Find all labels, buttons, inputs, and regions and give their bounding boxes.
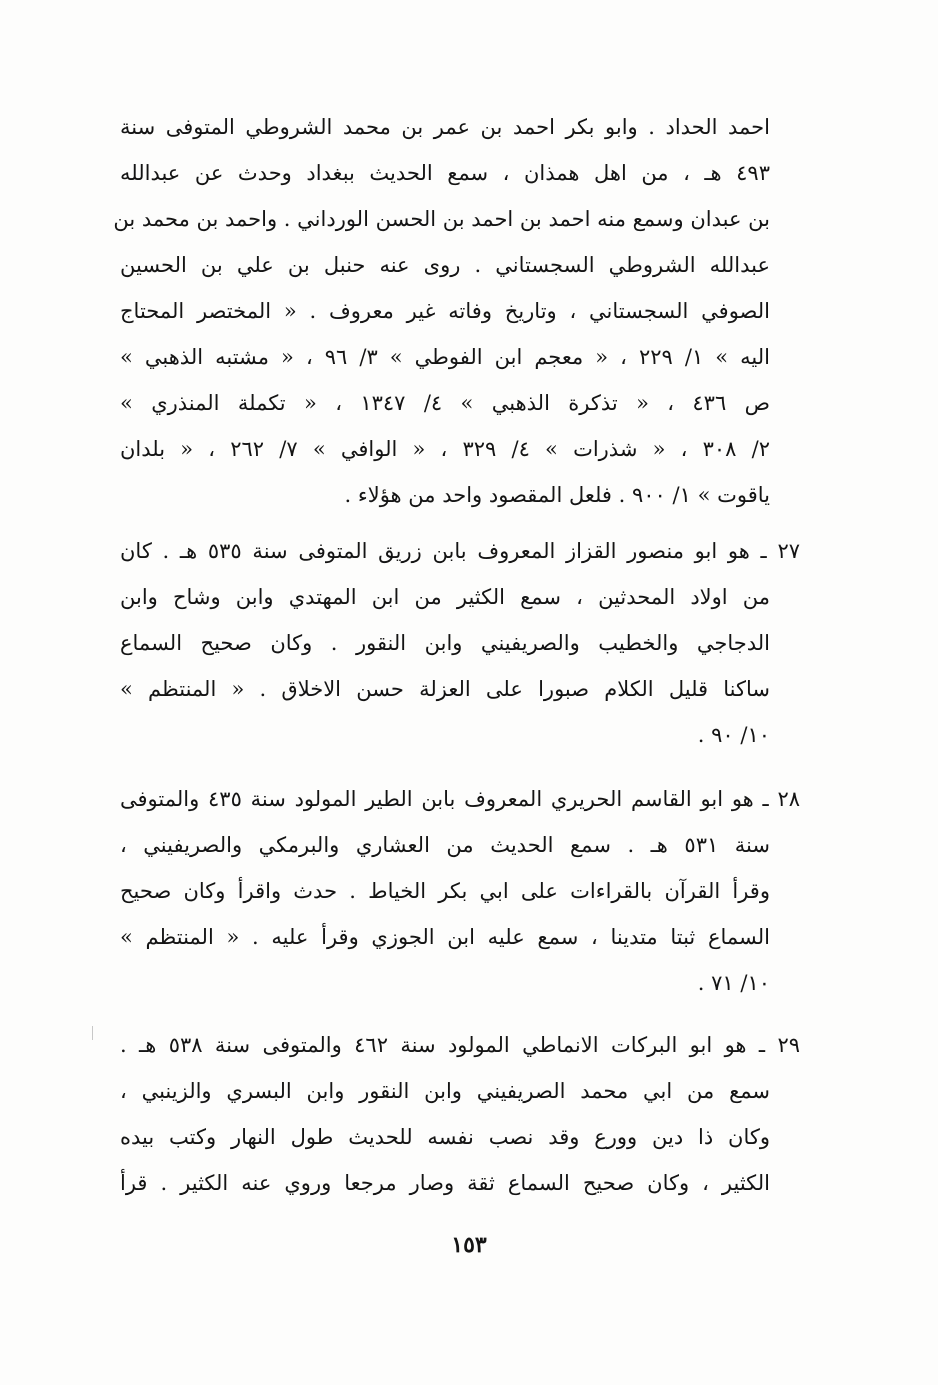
text-line: الدجاجي والخطيب والصريفيني وابن النقور . وكان صحيح السماع xyxy=(120,631,770,655)
text-line: وكان ذا دين وورع وقد نصب نفسه للحديث طول النهار وكتب بيده xyxy=(120,1125,770,1149)
margin-speck xyxy=(92,1026,93,1040)
text-line: وقرأ القرآن بالقراءات على ابي بكر الخياط . حدث واقرأ وكان صحيح xyxy=(120,879,770,903)
text-line: الكثير ، وكان صحيح السماع ثقة وصار مرجعا وروي عنه الكثير . قرأ xyxy=(120,1171,770,1195)
text-line: الصوفي السجستاني ، وتاريخ وفاته غير معروف . « المختصر المحتاج xyxy=(120,299,770,323)
text-line: ص ٤٣٦ ، « تذكرة الذهبي » ٤/ ١٣٤٧ ، « تكملة المنذري » xyxy=(120,391,770,415)
text-line: احمد الحداد . وابو بكر احمد بن عمر بن محمد الشروطي المتوفى سنة xyxy=(120,115,770,139)
paragraph-continued xyxy=(113,104,770,518)
text-line: اليه » ١/ ٢٢٩ ، « معجم ابن الفوطي » ٣/ ٩٦ ، « مشتبه الذهبي » xyxy=(120,345,770,369)
text-line: سنة ٥٣١ هـ . سمع الحديث من العشاري والبرمكي والصريفيني ، xyxy=(120,833,770,857)
text-line: ١٠/ ٧١ . xyxy=(697,971,770,995)
text-line: ١٠/ ٩٠ . xyxy=(697,723,770,747)
footnote-27 xyxy=(120,528,800,758)
text-line: ياقوت » ١/ ٩٠٠ . فلعل المقصود واحد من هؤلاء . xyxy=(344,483,770,507)
text-line: ٢/ ٣٠٨ ، « شذرات » ٤/ ٣٢٩ ، « الوافي » ٧/ ٢٦٢ ، « بلدان xyxy=(120,437,770,461)
footnote-first-line: ٢٩ ـ هو ابو البركات الانماطي المولود سنة ٤٦٢ والمتوفى سنة ٥٣٨ هـ . xyxy=(120,1033,800,1057)
footnote-first-line: ٢٧ ـ هو ابو منصور القزاز المعروف بابن زريق المتوفى سنة ٥٣٥ هـ . كان xyxy=(120,539,800,563)
text-line: من اولاد المحدثين ، سمع الكثير من ابن المهتدي وابن وشاح وابن xyxy=(120,585,770,609)
footnote-first-line: ٢٨ ـ هو ابو القاسم الحريري المعروف بابن الطير المولود سنة ٤٣٥ والمتوفى xyxy=(120,787,800,811)
text-line: بن عبدان وسمع منه احمد بن احمد بن الحسن الورداني . واحمد بن محمد بن xyxy=(113,207,770,231)
footnote-29 xyxy=(120,1022,800,1206)
text-line: عبدالله الشروطي السجستاني . روى عنه حنبل بن علي بن الحسين xyxy=(120,253,770,277)
page-number: ١٥٣ xyxy=(451,1232,487,1258)
text-line: ٤٩٣ هـ ، من اهل همذان ، سمع الحديث ببغداد وحدث عن عبدالله xyxy=(120,161,770,185)
text-line: سمع من ابي محمد الصريفيني وابن النقور وابن البسري والزينبي ، xyxy=(120,1079,770,1103)
text-line: ساكنا قليل الكلام صبورا على العزلة حسن الاخلاق . « المنتظم » xyxy=(120,677,770,701)
text-line: السماع ثبتا متدينا ، سمع عليه ابن الجوزي وقرأ عليه . « المنتظم » xyxy=(120,925,770,949)
footnote-28 xyxy=(120,776,800,1006)
